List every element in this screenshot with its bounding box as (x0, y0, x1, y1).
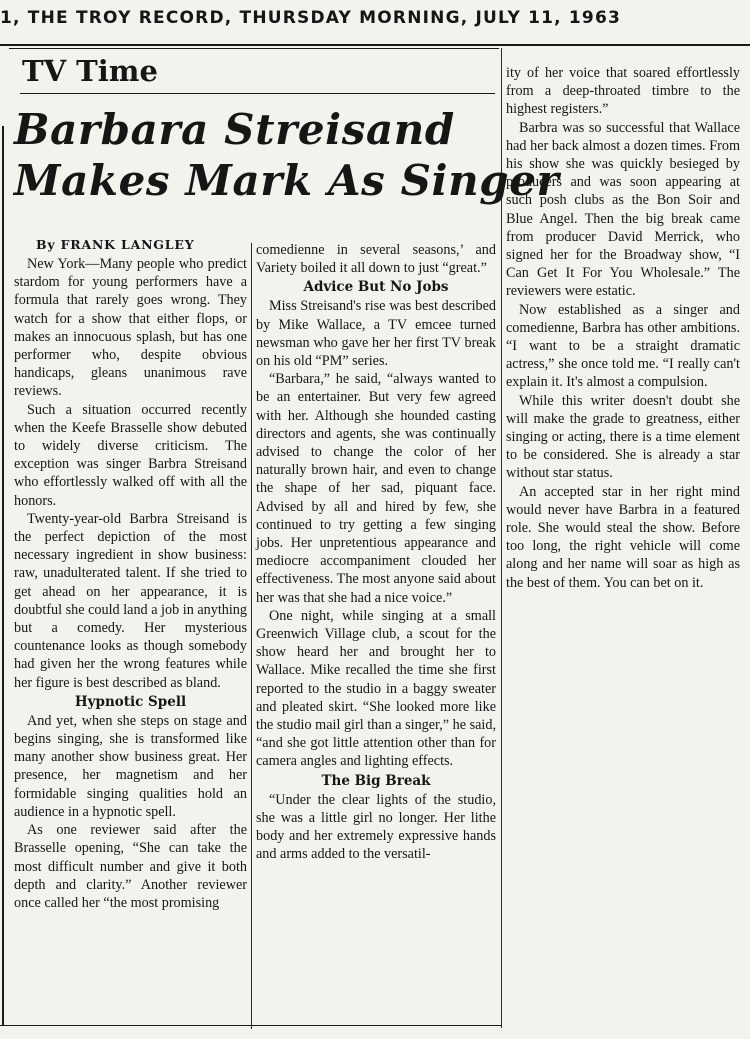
section-label: TV Time (20, 54, 495, 94)
headline-line-2: Makes Mark As Singer (14, 156, 560, 205)
paragraph: Barbra was so successful that Wallace had her back almost a dozen times. From his show she was quickly besieged by producers and was soon appearing at such posh clubs as the Bon Soir and Blue Angel. Then the big break came from producer David Merrick, who signed her for the Broadway show, “I Can Get It For You Wholesale.” The reviewers were estatic. (506, 119, 740, 300)
article-column-3 (506, 64, 740, 592)
article-column-1 (14, 236, 247, 912)
paragraph: Miss Streisand's rise was best described by Mike Wallace, a TV emcee turned newsman who gave her her first TV break on his old “PM” series. (256, 298, 496, 370)
article-column-2 (256, 241, 496, 864)
paragraph: Now established as a singer and comedienne, Barbra has other ambitions. “I want to be a straight dramatic actress,” she once told me. “I really can't explain it. It's almost a compulsion. (506, 301, 740, 391)
paragraph: “Barbara,” he said, “always wanted to be an entertainer. But very few agreed with her. Although she hounded casting directors and agents, she was continually advised to change the color of her naturally brown hair, and even to change the shape of her sad, piquant face. Advised by all and hired by few, she continued to try getting a few singing jobs. Her unpretentious appearance and mediocre accompaniment clouded her effectiveness. The most anyone said about her was that she had a nice voice.” (256, 371, 496, 606)
paragraph: Twenty-year-old Barbra Streisand is the perfect depiction of the most necessary ingredient in show business: raw, unadulterated talent. If she tried to get ahead on her appearance, it is doubtful she could land a job in anything but a comedy. Her mysterious countenance looks as though somebody had given her the wrong features while her figure is best described as bland. (14, 510, 247, 691)
paragraph: And yet, when she steps on stage and begins singing, she is transformed like many another show business great. Her presence, her magnetism and her formidable singing qualities hold an audience in a hypnotic spell. (14, 712, 247, 820)
paragraph: comedienne in several seasons,’ and Variety boiled it all down to just “great.” (256, 242, 496, 277)
paragraph: While this writer doesn't doubt she will make the grade to greatness, either singing or acting, there is a time element to be considered. She is already a star without star status. (506, 392, 740, 482)
subhead-advice-but-no-jobs: Advice But No Jobs (303, 279, 449, 296)
headline (14, 104, 560, 206)
box-top-rule (9, 48, 499, 49)
left-border-rule (2, 126, 4, 1026)
paragraph: “Under the clear lights of the studio, she was a little girl no longer. Her lithe body and her extremely expressive hands and arms added to the versatil- (256, 791, 496, 863)
paragraph: As one reviewer said after the Brasselle opening, “She can take the most difficult number and give it both depth and clarity.” Another reviewer once called her “the most promising (14, 822, 247, 911)
subhead-hypnotic-spell: Hypnotic Spell (74, 693, 187, 710)
paragraph: One night, while singing at a small Greenwich Village club, a scout for the show heard her and brought her to Wallace. Mike recalled the time she first reported to the studio in a baggy sweater and pleated skirt. “She looked more like the studio mail girl than a singer,” he said, “and she got little attention other than for camera angles and lighting effects. (256, 607, 496, 770)
paragraph: ity of her voice that soared effortlessly from a deep-throated timbre to the highest registers.” (506, 65, 740, 118)
paragraph: New York—Many people who predict stardom for young performers have a formula that rarely goes wrong. They watch for a show that either flops, or makes an innocuous splash, but has one performer who, despite obvious handicaps, gleans unanimous rave reviews. (14, 256, 247, 400)
masthead-rule (0, 44, 750, 46)
column-rule-1 (251, 243, 252, 1029)
paragraph: Such a situation occurred recently when the Keefe Brasselle show debuted to widely diverse criticism. The exception was singer Barbra Streisand who effortlessly walked off with all the honors. (14, 401, 247, 509)
subhead-the-big-break: The Big Break (321, 772, 431, 789)
masthead: 1, THE TROY RECORD, THURSDAY MORNING, JULY 11, 1963 (0, 8, 622, 28)
byline: By FRANK LANGLEY (36, 237, 195, 252)
headline-line-1: Barbara Streisand (14, 105, 455, 154)
paragraph: An accepted star in her right mind would never have Barbra in a featured role. She would steal the show. Before too long, the right vehicle will come along and her name will soar as high as the best of them. You can bet on it. (506, 483, 740, 591)
